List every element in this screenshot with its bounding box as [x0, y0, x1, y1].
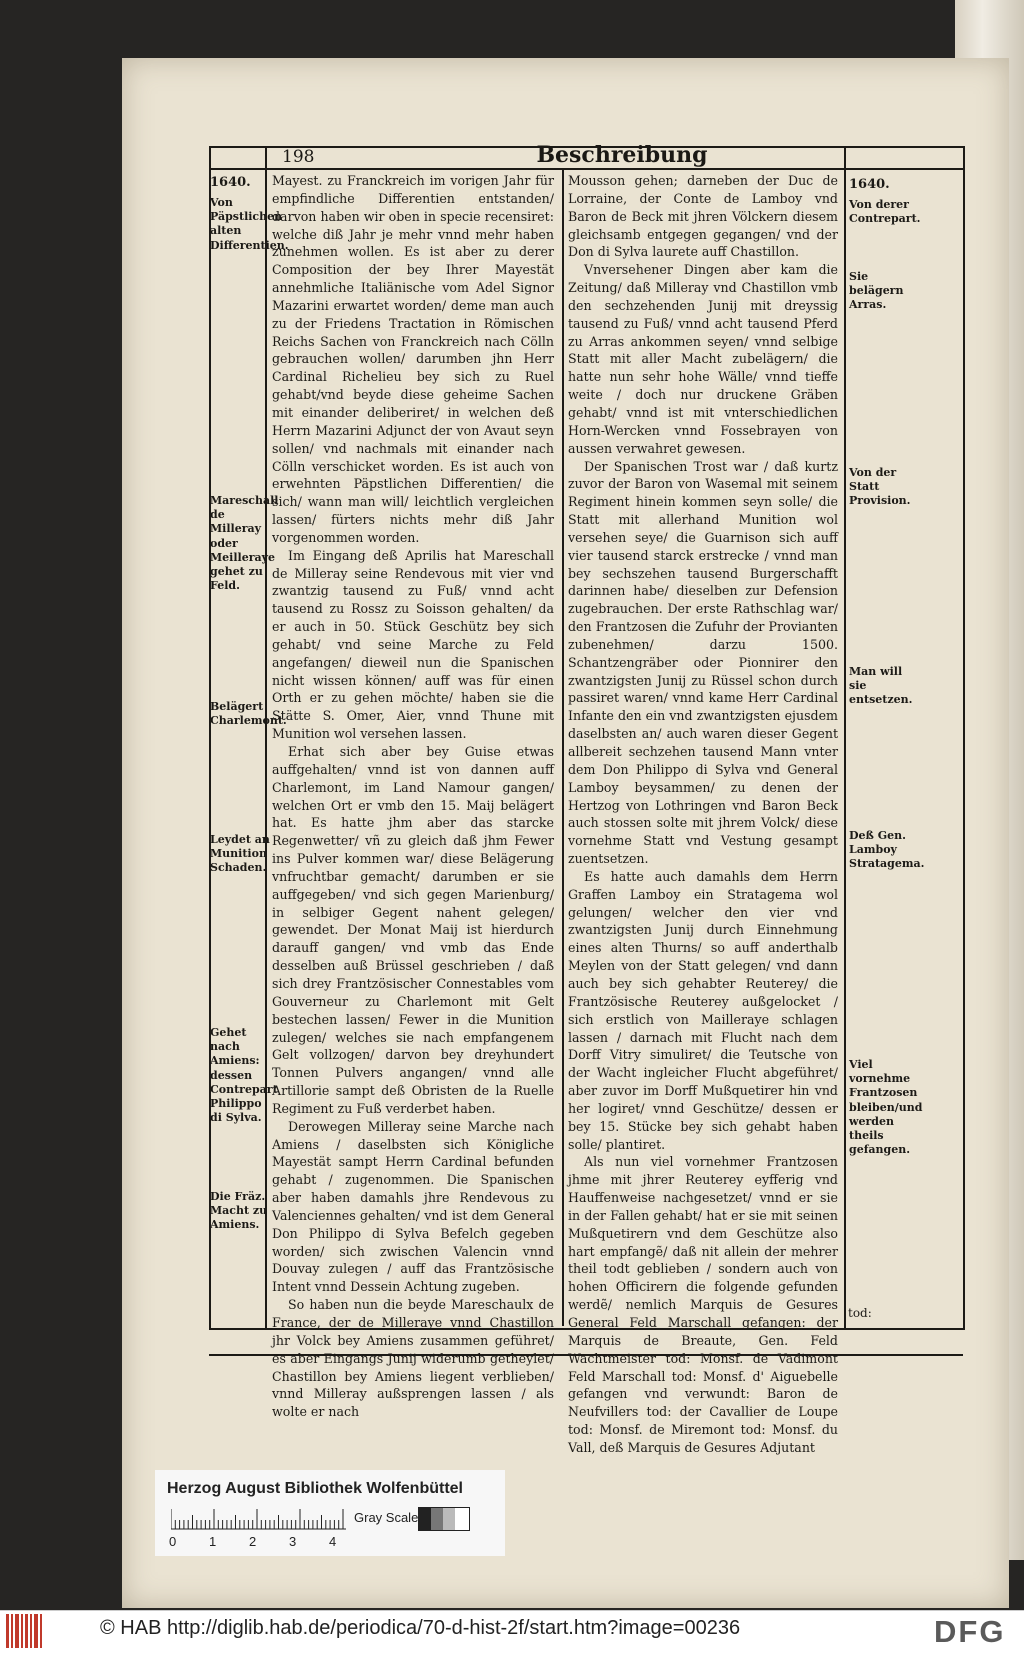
margin-note: Sie belägern Arras.: [849, 270, 904, 312]
gray-scale-strip: [418, 1507, 470, 1531]
paragraph: Vnversehener Dingen aber kam die Zeitung/ daß Milleray vnd Chastillon vmb den sechzehenden Junij mit dreyssig tausend zu Fuß/ vnnd acht tausend Pferd zu Arras ankommen seyen/ vnnd selbige Statt mit aller Macht zubelägern/ die hatte nun sehr hohe Wälle/ vnnd tieffe weite / doch nur druckene Gräben gehabt/ vnnd ist mit vnterschiedlichen Horn-Wercken vnnd Fossebrayen von aussen verwahret gewesen.: [568, 262, 838, 456]
paragraph: So haben nun die beyde Mareschaulx de France, der de Milleraye vnnd Chastillon jhr Volck bey Amiens zusammen geführet/ es aber Eingangs Junij widerumb getheylet/ Chastillon bey Amiens liegent verblieben/ vnnd Milleray außsprengen lassen / als wolte er nach: [272, 1297, 554, 1420]
paragraph: Der Spanischen Trost war / daß kurtz zuvor der Baron von Wasemal mit seinem Regiment hinein kommen seyn solle/ die Statt mit allerhand Munition wol versehen seye/ die Guarnison sich auff vier tausend starck erstrecke / vnnd man bey sechszehen tausend Burgerschafft darinnen habe/ dieselben zur Defension zugebrauchen. Der erste Rathschlag war/ den Frantzosen die Zufuhr der Proviantеn zubenehmen/ darzu 1500. Schantzengräber oder Pionnirer den zwantzigsten Junij zu Rüssel schon durch passiret waren/ vnnd kame Herr Cardinal Infante den ein vnd zwantzigsten ejusdem daselbsten an/ auch waren dieser Gegent allbereit sechzehen tausend Mann vnter dem Don Philippo di Sylva vnd General Lamboy beysammen/ zu denen der Hertzog von Lothringen vnd Baron Beck auch stossen solte mit jhrem Volck/ diese vornehme Statt vnd Vestung gesampt zuentsetzen.: [568, 458, 838, 867]
library-name: Herzog August Bibliothek Wolfenbüttel: [167, 1480, 463, 1497]
paragraph: Mayest. zu Franckreich im vorigen Jahr für empfindliche Differentien entstanden/ darvon haben wir oben in specie recensiret: welche diß Jahr je mehr vnnd mehr haben zunehmen wollen. Es ist aber zu derer Composition der bey Ihrer Mayestät annehmliche Italiänische vom Adel Signor Mazarini erwartet worden/ deme man auch zu der Friedens Tractation in Römischen Reichs Sachen von Franckreich nach Cölln gebrauchen wollen/ darumben jhn Herr Cardinal Richelieu bey sich zu Ruel gehabt/vnd beyde diese geheime Sachen mit einander deliberiret/ in welchen deß Herrn Mazarini Adjunct der von Avaut seyn sollen/ vnd nachmals mit einander nach Cölln verschicket worden. Es ist auch von erwehnten Päpstlichen Differentien/ die sich/ wann man will/ leichtlich vergleichen lassen/ fürters nichts mehr diß Jahr vorgenommen worden.: [272, 173, 554, 545]
margin-note: 1640.: [210, 175, 251, 190]
gray-patch: [455, 1508, 469, 1530]
ruler-number: 0: [169, 1534, 177, 1549]
ruler-number: 2: [249, 1534, 257, 1549]
ruler-number: 3: [289, 1534, 297, 1549]
margin-note: Belägert Charlemont.: [210, 700, 287, 728]
margin-note: Mareschall de Milleray oder Meilleraye gehet zu Feld.: [210, 494, 279, 593]
gray-patch: [443, 1508, 455, 1530]
color-reference-card: [155, 1470, 505, 1556]
margin-note: 1640.: [849, 177, 890, 192]
page-number: 198: [282, 147, 315, 167]
margin-note: Die Fräz. Macht zu Amiens.: [210, 1190, 268, 1232]
paragraph: Es hatte auch damahls dem Herrn Graffen Lamboy ein Stratagema wol gelungen/ welcher den vier vnd zwantzigsten Junij durch Einnehmung eines alten Thurns/ so auff anderthalb Meylen von der Statt gelegen/ vnd dann auch bey sich gehabter Reuterey/ die Frantzösische Reuterey außgelocket / sich erstlich von Mailleraye schlagen lassen / darnach mit Flucht nach dem Dorff Vitry simuliret/ die Teutsche von der Wacht ingleicher Flucht abgeführet/ aber zuvor im Dorff Mußquetirer hin vnd her logiret/ vnnd Geschütze/ dessen er bey 15. Stücke bey sich gehabt haben solle/ plantiret.: [568, 868, 838, 1152]
ruler-number: 4: [329, 1534, 337, 1549]
dfg-logo: DFG: [934, 1614, 1006, 1649]
margin-note: Deß Gen. Lamboy Stratagema.: [849, 829, 925, 871]
right-margin-rule: [844, 146, 846, 1328]
margin-note: Von der Statt Provision.: [849, 466, 911, 508]
gray-scale-label: Gray Scale: [354, 1510, 419, 1525]
text-column-left: [272, 172, 554, 1421]
paragraph: Als nun viel vornehmer Frantzosen jhme mit jhrer Reuterey eyfferig vnd Hauffenweise nachgesetzet/ vnnd er sie in der Fallen gehabt/ hat er sie mit seinen Mußquetirern vnd dem Geschütze also hart empfangẽ/ daß nit allein der mehrer theil todt geblieben / sondern auch von hohen Officirern die folgende gefunden werdẽ/ nemlich Marquis de Gesures General Feld Marschall gefangen: der Marquis de Breaute, Gen. Feld Wachtmeister tod: Monsf. de Vadimont Feld Marschall tod: Monsf. d' Aiguebelle gefangen vnd verwundt: Baron de Neufvillers tod: der Cavallier de Loupe tod: Monsf. de Miremont tod: Monsf. du Vall, deß Marquis de Gesures Adjutant: [568, 1154, 838, 1455]
paragraph: Im Eingang deß Aprilis hat Mareschall de Milleray seine Rendevous mit vier vnd zwantzig tausend zu Fuß/ vnnd acht tausend zu Rossz zu Soisson gehalten/ da er auch in 50. Stück Geschütz bey sich gehabt/ vnd seine Marche zu Feld angefangen/ dieweil nun die Spanischen nicht wissen können/ auff was für einen Orth er zu gehen möchte/ haben sie die Stätte S. Omer, Aier, vnnd Thune mit Munition wol versehen lassen.: [272, 547, 554, 742]
gray-patch: [419, 1508, 431, 1530]
source-url[interactable]: © HAB http://diglib.hab.de/periodica/70-d-hist-2f/start.htm?image=00236: [100, 1617, 741, 1639]
column-divider: [562, 168, 564, 1326]
paragraph: Derowegen Milleray seine Marche nach Amiens / daselbsten sich Königliche Mayestät sampt Herrn Cardinal befunden gehabt / zugenommen. Die Spanischen aber haben damahls jhre Rendevous zu Valenciennes gehalten/ vnd ist dem General Don Philippo di Sylva Befelch gegeben worden/ sich zwischen Valencin vnnd Douvay zulegen / auff das Frantzösische Intent vnnd Dessein Achtung zugeben.: [272, 1118, 554, 1295]
catchword: tod:: [848, 1306, 872, 1320]
header-rule: [209, 168, 963, 170]
margin-note: Viel vornehme Frantzosen bleiben/und werden theils gefangen.: [849, 1058, 923, 1157]
paragraph: Mousson gehen; darneben der Duc de Lorraine, der Conte de Lamboy vnd Baron de Beck mit jhren Völckern diesem gleichsamb entgegen gegangen/ vnd der Don di Sylva laurete auff Chastillon.: [568, 173, 838, 260]
margin-note: Von Päpstlichen alten Differentien.: [210, 196, 289, 252]
barcode-icon: [6, 1614, 46, 1648]
book-page: [122, 58, 1009, 1608]
margin-note: Man will sie entsetzen.: [849, 665, 913, 707]
margin-note: Leydet an Munition Schaden.: [210, 833, 270, 875]
margin-note: Von derer Contrepart.: [849, 198, 921, 226]
ruler-ticks: [171, 1508, 361, 1530]
gray-patch: [431, 1508, 443, 1530]
text-column-right: [568, 172, 838, 1457]
paragraph: Erhat sich aber bey Guise etwas auffgehalten/ vnnd ist von dannen auff Charlemont, im Land Namour gangen/ welchen Ort er vmb den 15. Maij belägert hat. Es hatte jhm aber das starcke Regenwetter/ vñ zu gleich daß jhm Fewer ins Pulver kommen war/ diese Belägerung vnfruchtbar gemacht/ darumben er sie auffgegeben/ vnd sich gegen Marienburg/ in selbiger Gegent nahent gelegen/ gewendet. Der Monat Maij ist hierdurch darauff gangen/ vnd vmb das Ende desselben auß Brüssel geschrieben / daß sich drey Frantzösischer Connestables vom Gouverneur zu Charlemont mit Gelt bestechen lassen/ Fewer in die Munition zulegen/ welches sie nach empfangenem Gelt vollzogen/ darvon bey dreyhundert Tonnen Pulvers angangen/ vnnd alle Artillorie sampt deß Obristen de la Ruelle Regiment zu Fuß verderbet haben.: [272, 744, 554, 1116]
ruler-number: 1: [209, 1534, 217, 1549]
running-head: Beschreibung: [536, 142, 708, 168]
left-margin-rule: [265, 146, 267, 1328]
margin-note: Gehet nach Amiens: dessen Contrepart Philippo di Sylva.: [210, 1026, 278, 1125]
